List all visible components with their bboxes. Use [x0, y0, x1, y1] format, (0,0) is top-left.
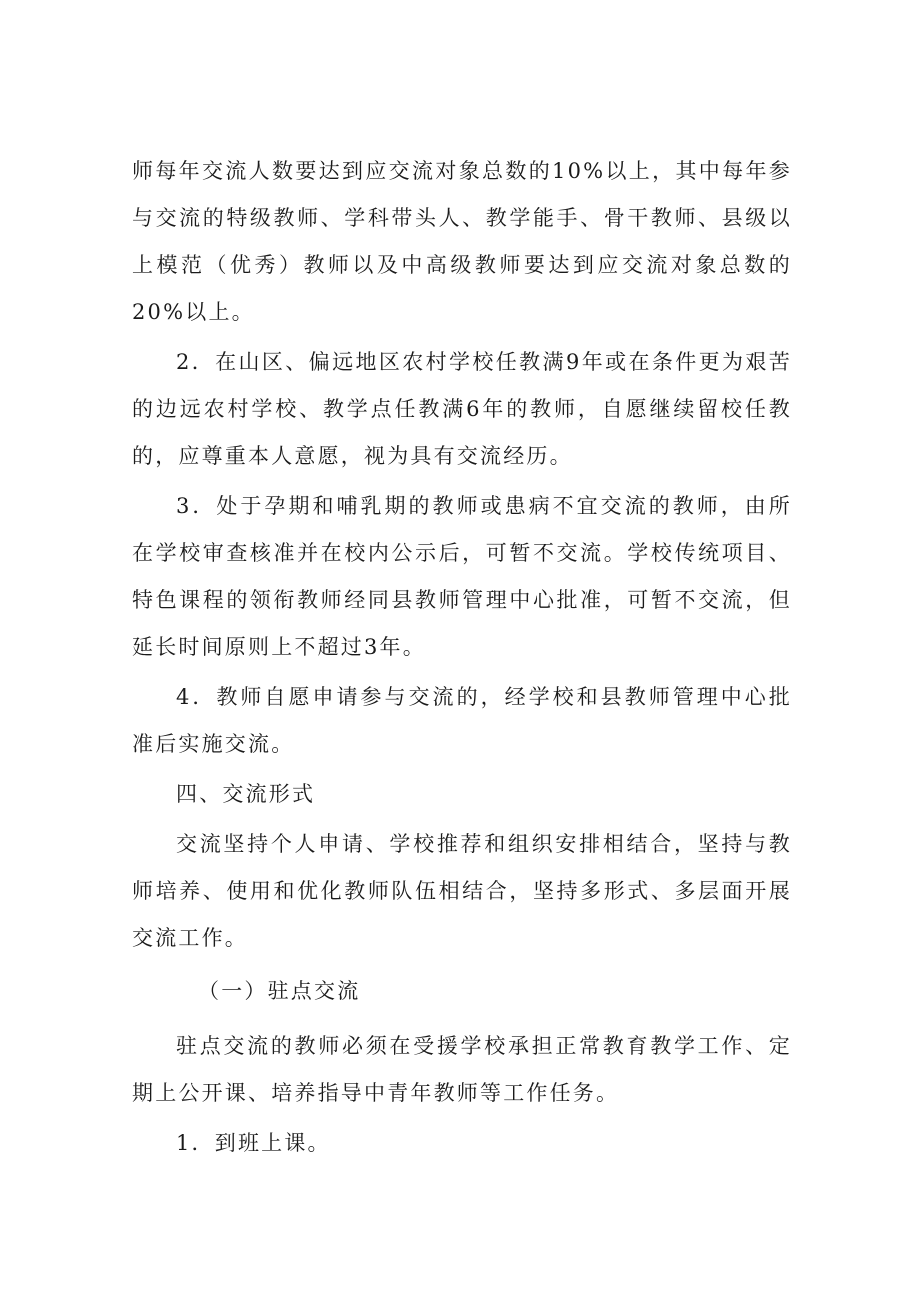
paragraph-continuation: 师每年交流人数要达到应交流对象总数的10%以上，其中每年参与交流的特级教师、学科带头人、教学能手、骨干教师、县级以上模范（优秀）教师以及中高级教师要达到应交流对象总数的20%以上。 — [132, 159, 792, 324]
paragraph-item-attend-class: 1．到班上课。 — [176, 1131, 331, 1155]
paragraph-item-2: 2．在山区、偏远地区农村学校任教满9年或在条件更为艰苦的边远农村学校、教学点任教满6年的教师，自愿继续留校任教的，应尊重本人意愿，视为具有交流经历。 — [132, 350, 792, 468]
paragraph-onsite-exchange: 驻点交流的教师必须在受援学校承担正常教育教学工作、定期上公开课、培养指导中青年教师等工作任务。 — [132, 1034, 792, 1105]
subsection-heading-onsite-exchange: （一）驻点交流 — [198, 979, 361, 1003]
section-heading-exchange-forms: 四、交流形式 — [176, 782, 316, 806]
paragraph-item-4: 4．教师自愿申请参与交流的，经学校和县教师管理中心批准后实施交流。 — [132, 685, 792, 756]
paragraph-exchange-principles: 交流坚持个人申请、学校推荐和组织安排相结合，坚持与教师培养、使用和优化教师队伍相结合，坚持多形式、多层面开展交流工作。 — [132, 832, 792, 950]
paragraph-item-3: 3．处于孕期和哺乳期的教师或患病不宜交流的教师，由所在学校审查核准并在校内公示后，可暂不交流。学校传统项目、特色课程的领衔教师经同县教师管理中心批准，可暂不交流，但延长时间原则上不超过3年。 — [132, 494, 792, 659]
document-body — [132, 148, 792, 1170]
